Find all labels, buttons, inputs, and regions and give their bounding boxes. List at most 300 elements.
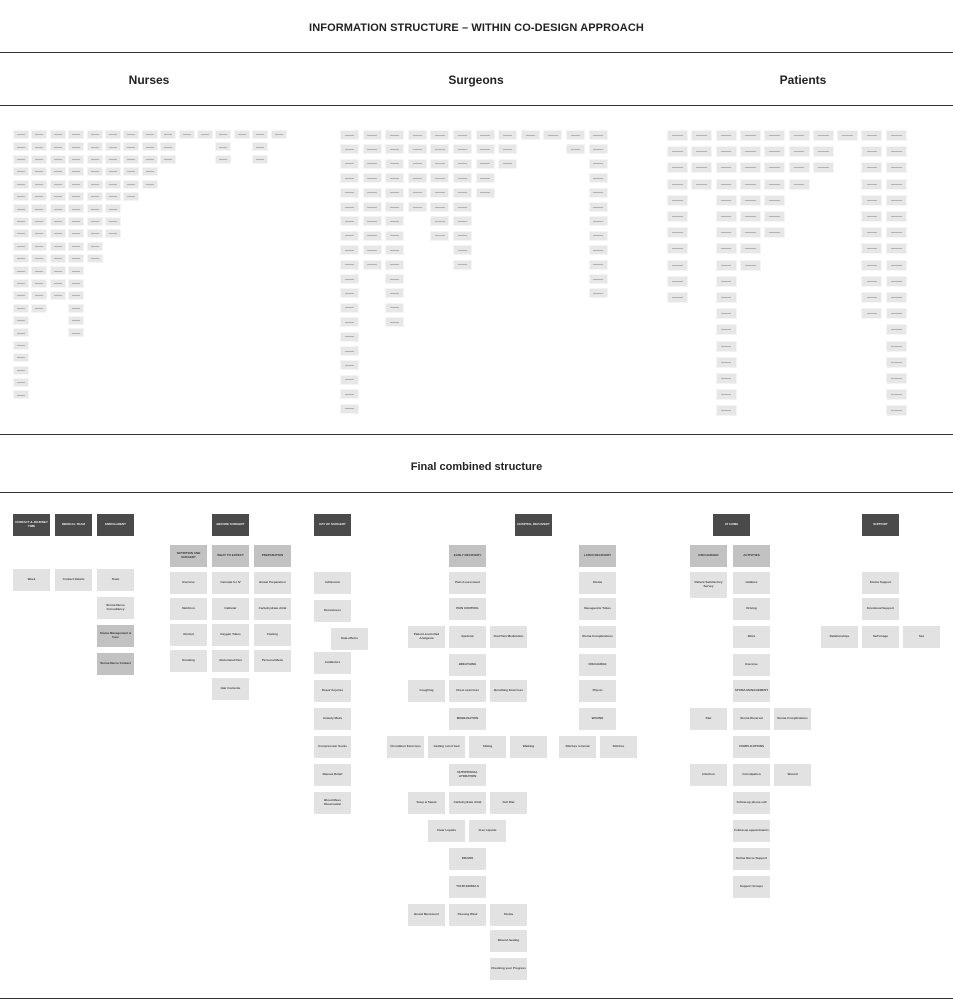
card-sort-note [363, 202, 382, 212]
card-sort-note [68, 217, 84, 226]
card-sort-note [13, 204, 29, 213]
node-leaf: Emotional Support [862, 598, 899, 620]
node-leaf: STOMA MANAGEMENT [733, 680, 770, 702]
final-structure-title: Final combined structure [410, 461, 543, 473]
card-sort-note [31, 192, 47, 201]
card-sort-note [50, 130, 66, 139]
card-sort-note [13, 167, 29, 176]
card-sort-note [252, 155, 268, 164]
node-leaf: Oxygen Tubes [212, 624, 249, 646]
card-sort-note [886, 211, 907, 222]
node-header: DAY OF SURGERY [314, 514, 351, 536]
node-leaf: Stoma Management & Care [97, 625, 134, 647]
node-leaf: Smoking [170, 650, 207, 672]
node-leaf: Constipation [733, 764, 770, 786]
card-sort-note [789, 130, 810, 141]
card-sort-note [123, 130, 139, 139]
card-sort-note [408, 188, 427, 198]
node-leaf: Physio [579, 680, 616, 702]
card-sort-note [340, 130, 359, 140]
node-leaf: Nausea Relief [314, 764, 351, 786]
card-sort-note [430, 159, 449, 169]
card-sort-note [68, 242, 84, 251]
card-sort-note [50, 192, 66, 201]
card-sort-note [789, 179, 810, 190]
card-sort-note [340, 317, 359, 327]
card-sort-note [31, 229, 47, 238]
card-sort-note [861, 276, 882, 287]
card-sort-note [105, 180, 121, 189]
card-sort-note [430, 144, 449, 154]
card-sort-note [13, 217, 29, 226]
card-sort-note [13, 192, 29, 201]
card-sort-note [160, 130, 176, 139]
card-sort-note [13, 328, 29, 337]
card-sort-note [589, 216, 608, 226]
node-leaf: Getting out of bed [428, 736, 465, 758]
card-sort-note [408, 202, 427, 212]
card-sort-note [68, 229, 84, 238]
node-leaf: Bowel Preparation [254, 572, 291, 594]
node-leaf: Patient Satisfactory Survey [690, 572, 727, 598]
card-sort-note [589, 245, 608, 255]
card-sort-note [543, 130, 562, 140]
node-leaf: Work [733, 626, 770, 648]
card-sort-note [31, 142, 47, 151]
card-sort-note [13, 390, 29, 399]
node-leaf: WOUND [579, 708, 616, 730]
card-sort-note [142, 155, 158, 164]
card-sort-note [886, 276, 907, 287]
card-sort-note [430, 202, 449, 212]
card-sort-note [31, 130, 47, 139]
card-sort-note [340, 303, 359, 313]
card-sort-note [87, 192, 103, 201]
card-sort-note [764, 179, 785, 190]
node-leaf: Full Diet [490, 792, 527, 814]
card-sort-note [453, 144, 472, 154]
node-leaf: Chest exercises [449, 680, 486, 702]
card-sort-note [68, 130, 84, 139]
card-sort-note [68, 204, 84, 213]
divider-final-header [0, 492, 953, 493]
card-sort-note [13, 254, 29, 263]
card-sort-note [813, 146, 834, 157]
card-sort-note [521, 130, 540, 140]
card-sort-note [691, 162, 712, 173]
node-leaf: YOUR BOWELS [449, 876, 486, 898]
card-sort-note [716, 405, 737, 416]
card-sort-note [789, 162, 810, 173]
card-sort-note [667, 179, 688, 190]
card-sort-note [105, 217, 121, 226]
card-sort-note [363, 231, 382, 241]
node-leaf: BREATHING [449, 654, 486, 676]
card-sort-note [50, 254, 66, 263]
card-sort-note [453, 245, 472, 255]
card-sort-note [498, 130, 517, 140]
node-leaf: Stoma Support [862, 572, 899, 594]
node-leaf: MOBILISATION [449, 708, 486, 730]
card-sort-note [340, 216, 359, 226]
node-leaf: Side-effects [331, 628, 368, 650]
card-sort-note [87, 217, 103, 226]
card-sort-note [87, 204, 103, 213]
card-sort-note [340, 202, 359, 212]
card-sort-note [340, 332, 359, 342]
card-sort-note [13, 279, 29, 288]
card-sort-note [408, 159, 427, 169]
card-sort-note [886, 308, 907, 319]
card-sort-note [861, 292, 882, 303]
card-sort-note [589, 288, 608, 298]
card-sort-note [50, 242, 66, 251]
node-leaf: Bowel Movement [408, 904, 445, 926]
card-sort-note [13, 130, 29, 139]
card-sort-note [87, 167, 103, 176]
card-sort-note [385, 303, 404, 313]
card-sort-note [667, 292, 688, 303]
card-sort-note [837, 130, 858, 141]
card-sort-note [740, 243, 761, 254]
card-sort-note [789, 146, 810, 157]
card-sort-note [453, 260, 472, 270]
card-sort-note [13, 242, 29, 251]
card-sort-note [340, 404, 359, 414]
card-sort-note [363, 173, 382, 183]
card-sort-note [13, 142, 29, 151]
node-leaf: Stoma Nurse Contact [97, 653, 134, 675]
card-sort-note [476, 188, 495, 198]
node-leaf: Online Nurse Support [733, 848, 770, 870]
card-sort-note [363, 130, 382, 140]
card-sort-note [105, 130, 121, 139]
card-sort-note [886, 243, 907, 254]
node-leaf: Alcohol [170, 624, 207, 646]
node-leaf: Relationships [821, 626, 858, 648]
card-sort-note [31, 180, 47, 189]
card-sort-note [716, 276, 737, 287]
node-leaf: Diet [690, 708, 727, 730]
card-sort-note [385, 188, 404, 198]
card-sort-note [453, 202, 472, 212]
card-sort-note [50, 291, 66, 300]
card-sort-note [234, 130, 250, 139]
card-sort-note [87, 254, 103, 263]
node-leaf: Week [13, 569, 50, 591]
card-sort-note [430, 130, 449, 140]
card-sort-note [363, 245, 382, 255]
card-sort-note [861, 130, 882, 141]
card-sort-note [667, 227, 688, 238]
node-leaf: Abdominal Pain [212, 650, 249, 672]
card-sort-note [813, 130, 834, 141]
card-sort-note [340, 231, 359, 241]
card-sort-note [453, 216, 472, 226]
card-sort-note [740, 227, 761, 238]
card-sort-note [691, 130, 712, 141]
node-leaf: Report Injuries [314, 680, 351, 702]
divider-final [0, 434, 953, 435]
card-sort-note [667, 276, 688, 287]
node-leaf: Compression Socks [314, 736, 351, 758]
card-sort-note [589, 144, 608, 154]
card-sort-note [31, 266, 47, 275]
node-leaf: Wound [774, 764, 811, 786]
card-sort-note [385, 245, 404, 255]
card-sort-note [340, 274, 359, 284]
card-sort-note [87, 229, 103, 238]
card-sort-note [886, 389, 907, 400]
card-sort-note [667, 211, 688, 222]
node-leaf: Nutrition [170, 598, 207, 620]
card-sort-note [385, 260, 404, 270]
card-sort-note [105, 142, 121, 151]
card-sort-note [31, 242, 47, 251]
divider-columns [0, 105, 953, 106]
card-sort-note [123, 155, 139, 164]
card-sort-note [105, 204, 121, 213]
column-heading-surgeons: Surgeons [448, 73, 504, 87]
card-sort-note [886, 179, 907, 190]
card-sort-note [252, 142, 268, 151]
node-subheader: WHAT TO EXPECT [212, 545, 249, 567]
card-sort-note [31, 279, 47, 288]
card-sort-note [50, 229, 66, 238]
card-sort-note [385, 231, 404, 241]
card-sort-note [385, 159, 404, 169]
card-sort-note [861, 243, 882, 254]
card-sort-note [13, 353, 29, 362]
card-sort-note [68, 142, 84, 151]
node-subheader: PREPARATION [254, 545, 291, 567]
card-sort-note [31, 167, 47, 176]
node-leaf: Clear Liquids [428, 820, 465, 842]
node-subheader: DISCHARGED [690, 545, 727, 567]
node-leaf: Soup & Sweet [408, 792, 445, 814]
node-leaf: Stitches removal [559, 736, 596, 758]
node-leaf: Support Groups [733, 876, 770, 898]
card-sort-note [13, 291, 29, 300]
card-sort-note [385, 317, 404, 327]
card-sort-note [142, 142, 158, 151]
card-sort-note [740, 260, 761, 271]
node-leaf: Stoma Reversal [733, 708, 770, 730]
card-sort-note [31, 204, 47, 213]
node-header: MEDICAL TEAM [55, 514, 92, 536]
card-sort-note [886, 405, 907, 416]
card-sort-note [68, 180, 84, 189]
card-sort-note [476, 130, 495, 140]
card-sort-note [385, 173, 404, 183]
card-sort-note [886, 324, 907, 335]
card-sort-note [385, 288, 404, 298]
card-sort-note [764, 130, 785, 141]
card-sort-note [340, 375, 359, 385]
card-sort-note [566, 130, 585, 140]
node-leaf: PAIN CONTROL [449, 598, 486, 620]
node-leaf: Epidural [449, 626, 486, 648]
card-sort-note [886, 146, 907, 157]
card-sort-note [813, 162, 834, 173]
divider-top [0, 52, 953, 53]
node-leaf: DISCHARGE [579, 654, 616, 676]
card-sort-note [498, 159, 517, 169]
node-header: ENROLLMENT [97, 514, 134, 536]
node-leaf: Follow-up appointments [733, 820, 770, 842]
card-sort-note [740, 211, 761, 222]
card-sort-note [197, 130, 213, 139]
node-leaf: Checking your Progress [490, 958, 527, 980]
card-sort-note [886, 292, 907, 303]
card-sort-note [764, 211, 785, 222]
node-leaf: Stitches [600, 736, 637, 758]
card-sort-note [716, 389, 737, 400]
card-sort-note [453, 159, 472, 169]
card-sort-note [142, 167, 158, 176]
card-sort-note [886, 130, 907, 141]
node-leaf: Blood Mass Observation [314, 792, 351, 814]
card-sort-note [50, 155, 66, 164]
card-sort-note [340, 159, 359, 169]
card-sort-note [50, 279, 66, 288]
card-sort-note [764, 146, 785, 157]
card-sort-note [340, 188, 359, 198]
card-sort-note [13, 304, 29, 313]
card-sort-note [87, 242, 103, 251]
card-sort-note [123, 142, 139, 151]
card-sort-note [589, 188, 608, 198]
node-leaf: Exercise [170, 572, 207, 594]
card-sort-note [87, 155, 103, 164]
card-sort-note [589, 173, 608, 183]
divider-bottom [0, 998, 953, 999]
node-header: CONTACT & JOURNEY TIME [13, 514, 50, 536]
card-sort-note [160, 155, 176, 164]
card-sort-note [13, 266, 29, 275]
card-sort-note [861, 227, 882, 238]
card-sort-note [123, 180, 139, 189]
card-sort-note [68, 291, 84, 300]
card-sort-note [886, 373, 907, 384]
node-leaf: Patient-controlled Analgesia [408, 626, 445, 648]
card-sort-note [68, 167, 84, 176]
card-sort-note [68, 254, 84, 263]
card-sort-note [667, 243, 688, 254]
card-sort-note [31, 291, 47, 300]
card-sort-note [31, 217, 47, 226]
card-sort-note [363, 216, 382, 226]
page-title: INFORMATION STRUCTURE – WITHIN CO-DESIGN APPROACH [309, 22, 644, 34]
card-sort-note [691, 179, 712, 190]
card-sort-note [667, 146, 688, 157]
node-leaf: Hair Contents [212, 678, 249, 700]
card-sort-note [142, 130, 158, 139]
node-leaf: Hobbies [733, 572, 770, 594]
card-sort-note [105, 155, 121, 164]
card-sort-note [68, 304, 84, 313]
card-sort-note [13, 155, 29, 164]
card-sort-note [430, 173, 449, 183]
card-sort-note [453, 173, 472, 183]
card-sort-note [31, 254, 47, 263]
card-sort-note [50, 217, 66, 226]
card-sort-note [740, 130, 761, 141]
node-leaf: Circulation Exercises [387, 736, 424, 758]
node-leaf: Contact Details [55, 569, 92, 591]
node-leaf: Free Liquids [469, 820, 506, 842]
card-sort-note [13, 378, 29, 387]
card-sort-note [716, 308, 737, 319]
node-leaf: Stoma [579, 572, 616, 594]
node-subheader: ACTIVITIES [733, 545, 770, 567]
card-sort-note [160, 142, 176, 151]
card-sort-note [123, 167, 139, 176]
card-sort-note [385, 202, 404, 212]
card-sort-note [764, 162, 785, 173]
node-leaf: NUTRITIONAL HYDRATION [449, 764, 486, 786]
card-sort-note [716, 179, 737, 190]
card-sort-note [589, 260, 608, 270]
card-sort-note [740, 179, 761, 190]
card-sort-note [408, 173, 427, 183]
node-leaf: Wound healing [490, 930, 527, 952]
node-leaf: Drowsiness [314, 600, 351, 622]
card-sort-note [453, 130, 472, 140]
card-sort-note [740, 195, 761, 206]
card-sort-note [87, 180, 103, 189]
card-sort-note [215, 142, 231, 151]
card-sort-note [716, 357, 737, 368]
card-sort-note [385, 216, 404, 226]
node-header: BEFORE SURGERY [212, 514, 249, 536]
card-sort-note [589, 231, 608, 241]
card-sort-note [363, 260, 382, 270]
node-leaf: Antibiotics [314, 652, 351, 674]
card-sort-note [87, 130, 103, 139]
card-sort-note [716, 227, 737, 238]
card-sort-note [340, 288, 359, 298]
card-sort-note [385, 130, 404, 140]
card-sort-note [861, 195, 882, 206]
node-leaf: Stoma Nurse Consultancy [97, 597, 134, 619]
card-sort-note [271, 130, 287, 139]
card-sort-note [68, 328, 84, 337]
card-sort-note [861, 308, 882, 319]
card-sort-note [716, 162, 737, 173]
node-leaf: Cannula for IV [212, 572, 249, 594]
card-sort-note [476, 144, 495, 154]
card-sort-note [861, 146, 882, 157]
node-header: SUPPORT [862, 514, 899, 536]
card-sort-note [764, 227, 785, 238]
card-sort-note [340, 360, 359, 370]
node-leaf: Fasting [254, 624, 291, 646]
node-leaf: Breathing Exercises [490, 680, 527, 702]
card-sort-note [68, 266, 84, 275]
card-sort-note [691, 146, 712, 157]
card-sort-note [667, 130, 688, 141]
card-sort-note [430, 231, 449, 241]
column-heading-patients: Patients [779, 73, 827, 87]
card-sort-note [667, 260, 688, 271]
card-sort-note [476, 173, 495, 183]
card-sort-note [142, 180, 158, 189]
node-leaf: Nasogastric Tubes [579, 598, 616, 620]
card-sort-note [123, 192, 139, 201]
card-sort-note [498, 144, 517, 154]
node-leaf: Catheter [212, 598, 249, 620]
